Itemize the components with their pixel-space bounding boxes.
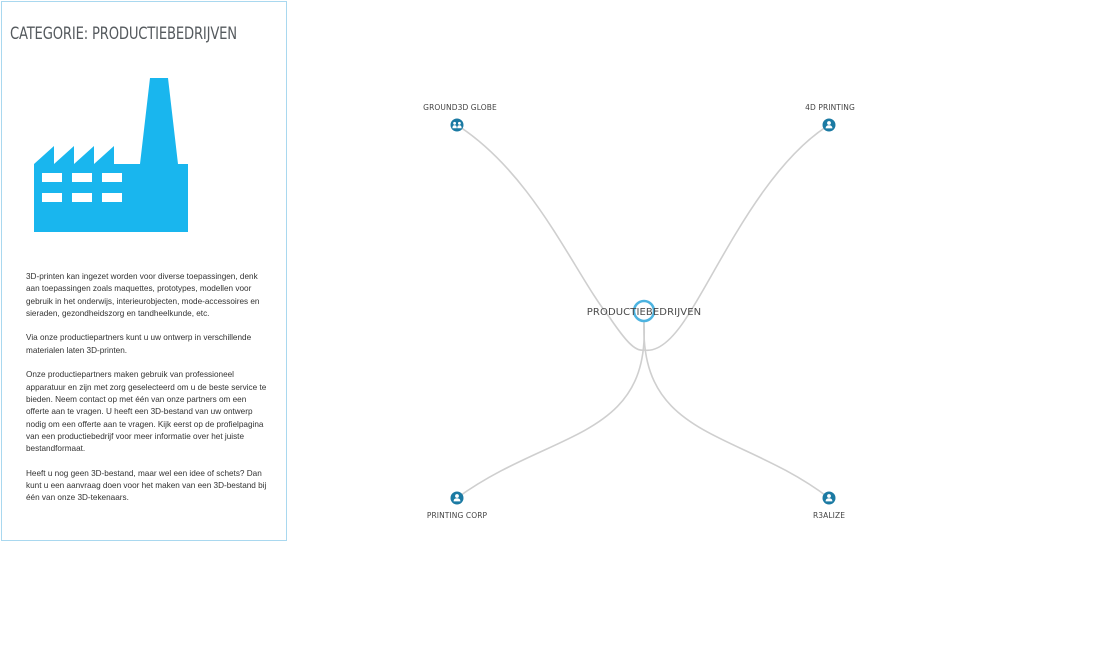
edge-r3alize — [644, 322, 829, 498]
node-printing-corp[interactable] — [427, 492, 488, 521]
node-circle[interactable] — [451, 119, 464, 132]
node-circle[interactable] — [823, 492, 836, 505]
node-label-4d-printing[interactable]: 4D PRINTING — [805, 103, 855, 112]
category-title: CATEGORIE: PRODUCTIEBEDRIJVEN — [10, 24, 237, 44]
description-paragraph: Heeft u nog geen 3D-bestand, maar wel een idee of schets? Dan kunt u een aanvraag doen voor het maken van een 3D-bestand bij één van onze 3D-tekenaars. — [26, 468, 267, 503]
description-paragraph: 3D-printen kan ingezet worden voor diverse toepassingen, denk aan toepassingen zoals maquettes, prototypes, modellen voor gebruik in het onderwijs, interieurobjecten, mode-accessoires en sieraden, gezondheidszorg en tandheelkunde, etc. — [26, 272, 260, 318]
center-node-label[interactable]: PRODUCTIEBEDRIJVEN — [586, 307, 702, 318]
edge-printing-corp — [457, 322, 644, 498]
node-4d-printing[interactable] — [805, 103, 855, 132]
node-ground3d-globe[interactable] — [423, 103, 497, 132]
description-paragraph: Via onze productiepartners kunt u uw ontwerp in verschillende materialen laten 3D-printen. — [26, 333, 252, 355]
node-label-ground3d-globe[interactable]: GROUND3D GLOBE — [423, 103, 497, 112]
node-label-printing-corp[interactable]: PRINTING CORP — [426, 511, 488, 520]
description-paragraph: Onze productiepartners maken gebruik van professioneel apparatuur en zijn met zorg geselecteerd om u de beste service te bieden. Neem contact op met één van onze partners om een offerte aan te vragen. U heeft een 3D-bestand van uw ontwerp nodig om een offerte aan te vragen. Kijk eerst op de profielpagina van een productiebedrijf voor meer informatie over het juiste bestandformaat. — [26, 370, 267, 454]
node-r3alize[interactable] — [813, 492, 845, 521]
center-node[interactable] — [587, 301, 701, 321]
node-circle[interactable] — [823, 119, 836, 132]
node-label-r3alize[interactable]: R3ALIZE — [812, 511, 846, 520]
node-circle[interactable] — [451, 492, 464, 505]
